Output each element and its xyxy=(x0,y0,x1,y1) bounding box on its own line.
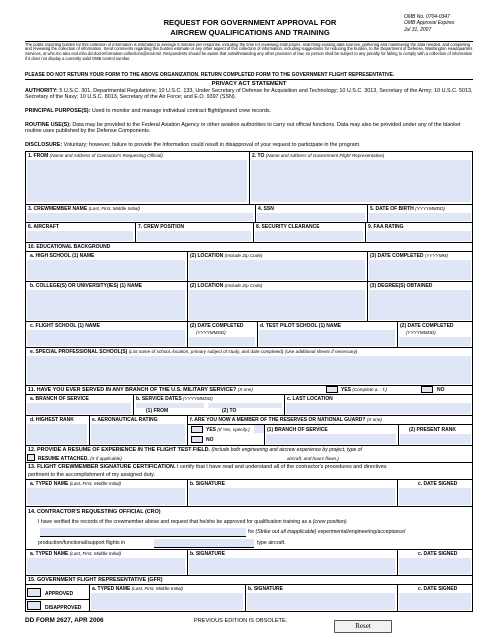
test-pilot-date-hint: (YYYYMMDD) xyxy=(406,330,436,335)
test-pilot-field[interactable] xyxy=(259,330,395,346)
present-rank-field[interactable] xyxy=(400,434,471,444)
crew-signature-label: b. SIGNATURE xyxy=(190,481,225,487)
test-pilot-date-field[interactable] xyxy=(399,337,471,346)
education-heading: 10. EDUCATIONAL BACKGROUND xyxy=(28,244,111,250)
return-notice: PLEASE DO NOT RETURN YOUR FORM TO THE ABOVE ORGANIZATION. RETURN COMPLETED FORM TO THE GOVERNMENT FLIGHT REPRESENTATIVE. xyxy=(25,71,395,78)
resume-checkbox[interactable] xyxy=(27,454,35,461)
crew-date-signed-label: c. DATE SIGNED xyxy=(418,481,458,487)
privacy-heading: PRIVACY ACT STATEMENT xyxy=(211,81,287,87)
military-question: 11. HAVE YOU EVER SERVED IN ANY BRANCH OF THE U.S. MILITARY SERVICE? (X one) xyxy=(28,387,253,393)
college-location-field[interactable] xyxy=(189,290,365,320)
routine-text: Data may be provided to the Federal Aviation Agency or other aviation authorities to carry out official functions. Data may also be provided under any of the blanket routine uses published by the Defense Components. xyxy=(25,122,461,135)
special-school-field[interactable] xyxy=(27,356,471,384)
flight-school-date-hint: (YYYYMMDD) xyxy=(196,330,226,335)
aircraft-label: 6. AIRCRAFT xyxy=(28,224,59,230)
dob-label: 5. DATE OF BIRTH (YYYYMMDD) xyxy=(370,206,445,212)
college-name-field[interactable] xyxy=(27,290,185,320)
routine-para xyxy=(25,122,473,135)
reserves-yes-label: YES (If Yes, specify.) xyxy=(206,427,250,433)
crew-typed-name-field[interactable] xyxy=(27,488,185,505)
reserve-branch-field[interactable] xyxy=(266,434,396,444)
service-from-field[interactable] xyxy=(136,403,204,408)
burden-statement: The public reporting burden for this collection of information is estimated to average 5 minutes per response, including the time for reviewing instructions, searching existing data sources, gathering and maintaining the data needed, and completing and reviewing the collection of information. Send comments regarding this burden estimate or any other aspect of this collection of information, including suggestions for reducing the burden, to the Department of Defense, Washington Headquarters Services, at whs.mc-alex.esd.mbx.dd-dod-information-collections@mail.mil. Respondents should be aware that notwithstanding any other provision of law, no person shall be subject to any penalty for failing to comply with a collection of information if it does not display a currently valid OMB control number. xyxy=(25,42,473,61)
reserves-label: f. ARE YOU NOW A MEMBER OF THE RESERVES OR NATIONAL GUARD? (X one) xyxy=(190,417,382,423)
disclosure-para xyxy=(25,142,473,148)
degree-field[interactable] xyxy=(369,290,471,320)
branch-field[interactable] xyxy=(27,403,131,414)
college-location-label: (2) LOCATION (Include Zip Code) xyxy=(190,283,263,289)
crew-position-field[interactable] xyxy=(137,231,251,241)
military-no-label: NO xyxy=(437,387,445,393)
cro-strike-text: for (Strike out all inapplicable) experimental/engineering/acceptance/ xyxy=(248,529,406,535)
ssn-field[interactable] xyxy=(257,213,365,221)
cro-flights-text: production/functional/support flights in xyxy=(38,540,126,546)
authority-text: 5 U.S.C. 301, Departmental Regulations; 10 U.S.C. 133, Under Secretary of Defense for Acquisition and Technology; 10 U.S.C. 3013, Secretary of the Army; 10 U.S.C. 5013, Secretary of the Navy; 10 U.S.C. 8013, Secretary of the Air Force; and E.O. 9397 (SSN). xyxy=(25,88,473,101)
test-pilot-date-label: (2) DATE COMPLETED xyxy=(400,323,454,329)
gfr-signature-field[interactable] xyxy=(247,593,395,610)
form-title-line1: REQUEST FOR GOVERNMENT APPROVAL FOR xyxy=(163,18,337,27)
faa-rating-label: 9. FAA RATING xyxy=(368,224,404,230)
flight-school-date-label: (2) DATE COMPLETED xyxy=(190,323,244,329)
reserves-no-label: NO xyxy=(206,437,214,443)
flight-school-field[interactable] xyxy=(27,330,185,346)
last-location-label: c. LAST LOCATION xyxy=(287,396,333,402)
reserve-branch-label: (1) BRANCH OF SERVICE xyxy=(267,427,328,433)
security-clearance-label: 8. SECURITY CLEARANCE xyxy=(256,224,320,230)
special-school-label: e. SPECIAL PROFESSIONAL SCHOOL(S) (List name of school, location, primary subject of study, and date completed) (Use additional sheets if necessary) xyxy=(30,349,358,355)
crewmember-name-field[interactable] xyxy=(27,213,253,221)
ssn-label: 4. SSN xyxy=(258,206,274,212)
crew-typed-name-label: a. TYPED NAME (Last, First, Middle Initial) xyxy=(30,481,122,487)
high-school-label: a. HIGH SCHOOL (1) NAME xyxy=(30,253,95,259)
cro-signature-field[interactable] xyxy=(189,558,395,574)
highest-rank-label: d. HIGHEST RANK xyxy=(30,417,74,423)
crewmember-name-label: 3. CREWMEMBER NAME (Last, First, Middle Initial) xyxy=(28,206,140,212)
hs-date-label: (3) DATE COMPLETED (YYYYMM) xyxy=(370,253,448,259)
branch-label: a. BRANCH OF SERVICE xyxy=(30,396,89,402)
dob-field[interactable] xyxy=(369,213,471,221)
approved-label: APPROVED xyxy=(45,591,74,597)
form-title-line2: AIRCREW QUALIFICATIONS AND TRAINING xyxy=(170,27,330,37)
degree-label: (3) DEGREE(S) OBTAINED xyxy=(370,283,433,289)
cro-signature-label: b. SIGNATURE xyxy=(190,551,225,557)
reserves-yes-checkbox[interactable] xyxy=(191,426,203,433)
aero-rating-field[interactable] xyxy=(91,424,185,444)
cro-type-aircraft-text: type aircraft. xyxy=(257,540,286,546)
omb-expiry: Jul 31, 2007 xyxy=(404,26,432,33)
disapproved-label: DISAPPROVED xyxy=(45,605,82,611)
highest-rank-field[interactable] xyxy=(27,424,87,444)
disapproved-checkbox[interactable] xyxy=(27,601,41,610)
cro-typed-name-field[interactable] xyxy=(27,558,185,574)
high-school-location-field[interactable] xyxy=(189,260,365,280)
cro-typed-name-label: a. TYPED NAME (Last, First, Middle Initial) xyxy=(30,551,122,557)
gfr-typed-name-label: a. TYPED NAME (Last, First, Middle Initial) xyxy=(92,586,184,592)
flight-school-label: c. FLIGHT SCHOOL (1) NAME xyxy=(30,323,100,329)
service-to-label: (2) TO xyxy=(222,408,237,414)
resume-hint-2: aircraft, and hours flown.) xyxy=(287,456,339,461)
to-label: 2. TO (Name and Address of Government Flight Representative) xyxy=(252,153,385,159)
cro-date-signed-field[interactable] xyxy=(399,558,471,574)
purpose-text: Used to monitor and manage individual contract flight/ground crew records. xyxy=(91,108,272,114)
faa-rating-field[interactable] xyxy=(367,231,471,241)
certification-text: pertinent to the accomplishment of my assigned duty. xyxy=(28,472,155,478)
college-label: b. COLLEGE(S) OR UNIVERSITY(IES) (1) NAME xyxy=(30,283,142,289)
military-yes-checkbox[interactable] xyxy=(326,386,338,393)
cro-aircraft-type-field[interactable] xyxy=(154,539,254,547)
omb-number: OMB No. 0704-0347 xyxy=(404,14,450,20)
cro-heading: 14. CONTRACTOR'S REQUESTING OFFICIAL (CRO) xyxy=(28,509,161,515)
resume-question: 12. PROVIDE A RESUME OF EXPERIENCE IN THE FLIGHT TEST FIELD. (Include both engineering and aircrew experience by project, type of xyxy=(28,447,362,453)
routine-label: ROUTINE USE(S): xyxy=(25,122,71,128)
crew-position-label: 7. CREW POSITION xyxy=(138,224,185,230)
gfr-heading: 15. GOVERNMENT FLIGHT REPRESENTATIVE (GFR) xyxy=(28,577,163,583)
authority-para xyxy=(25,88,473,101)
obsolete-notice: PREVIOUS EDITION IS OBSOLETE. xyxy=(194,618,288,624)
gfr-date-signed-label: c. DATE SIGNED xyxy=(418,586,458,592)
approved-checkbox[interactable] xyxy=(27,588,41,597)
military-no-checkbox[interactable] xyxy=(421,386,433,393)
to-field[interactable] xyxy=(251,160,471,202)
gfr-signature-label: b. SIGNATURE xyxy=(248,586,283,592)
from-label: 1. FROM (Name and Address of Contractor's Requesting Official) xyxy=(28,153,163,159)
hs-location-label: (2) LOCATION (Include Zip Code) xyxy=(190,253,263,259)
crew-date-signed-field[interactable] xyxy=(399,488,471,505)
cro-date-signed-label: c. DATE SIGNED xyxy=(418,551,458,557)
from-field[interactable] xyxy=(27,160,247,202)
test-pilot-label: d. TEST PILOT SCHOOL (1) NAME xyxy=(260,323,342,329)
flight-school-date-field[interactable] xyxy=(189,337,255,346)
reserves-no-checkbox[interactable] xyxy=(191,436,203,443)
disclosure-text: Voluntary; however, failure to provide the information could result in disapproval of your request to participate in the program. xyxy=(63,142,361,148)
omb-approval-label: OMB Approval Expires xyxy=(404,20,455,27)
high-school-name-field[interactable] xyxy=(27,260,185,280)
last-location-field[interactable] xyxy=(286,403,471,414)
form-title xyxy=(90,18,410,37)
cro-verify-text: I have verified the records of the crewmember above and request that he/she be approved for qualification training as a (crew position) xyxy=(38,519,347,525)
high-school-date-field[interactable] xyxy=(369,260,471,280)
cro-crew-position-field[interactable] xyxy=(40,528,246,536)
gfr-date-signed-field[interactable] xyxy=(399,593,471,610)
gfr-typed-name-field[interactable] xyxy=(91,593,243,610)
purpose-label: PRINCIPAL PURPOSE(S): xyxy=(25,108,91,114)
aircraft-field[interactable] xyxy=(27,231,133,241)
service-from-label: (1) FROM xyxy=(146,408,169,414)
omb-block xyxy=(404,14,454,33)
reset-button[interactable]: Reset xyxy=(334,620,392,633)
form-number: DD FORM 2627, APR 2006 xyxy=(25,617,104,624)
purpose-para xyxy=(25,108,473,114)
military-yes-label: YES (Complete a. - f.) xyxy=(341,387,387,393)
certification-heading: 13. FLIGHT CREWMEMBER SIGNATURE CERTIFICATION. I certify that I have read and understand all of the contractor's procedures and directives xyxy=(28,464,387,470)
aero-rating-label: e. AERONAUTICAL RATING xyxy=(92,417,158,423)
disclosure-label: DISCLOSURE: xyxy=(25,142,63,148)
crew-signature-field[interactable] xyxy=(189,488,395,505)
service-dates-label: b. SERVICE DATES (YYYYMMDD) xyxy=(136,396,213,402)
resume-attached-label: RESUME ATTACHED. (X if applicable) xyxy=(38,456,122,462)
service-to-field[interactable] xyxy=(208,403,282,408)
authority-label: AUTHORITY: xyxy=(25,88,58,94)
reserves-specify-field[interactable] xyxy=(254,425,264,433)
present-rank-label: (2) PRESENT RANK xyxy=(409,427,456,433)
security-clearance-field[interactable] xyxy=(255,231,363,241)
